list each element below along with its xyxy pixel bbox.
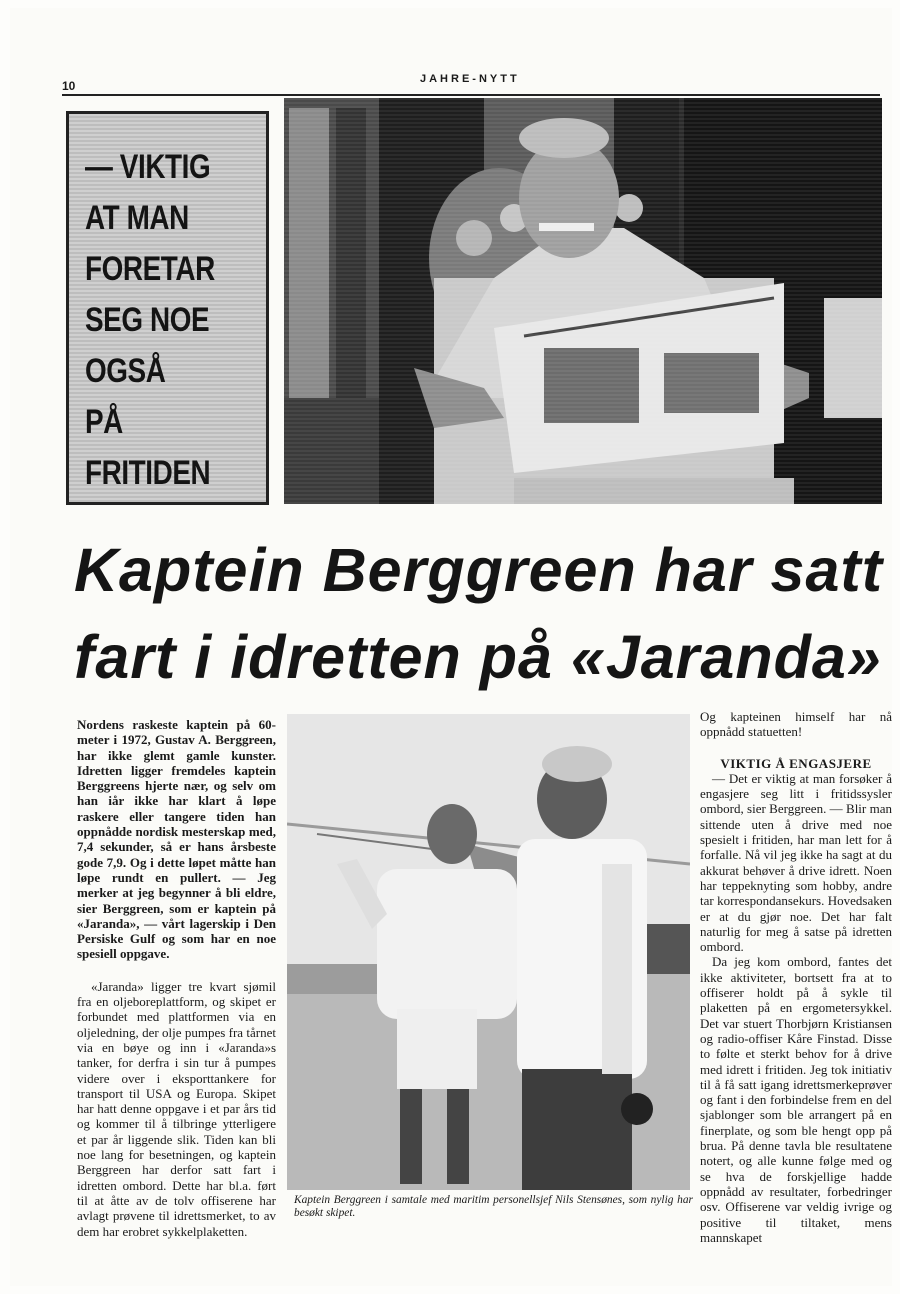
article-paragraph: Da jeg kom ombord, fantes det ikke aktiviteter, bortsett fra at to offiserer holdt på å sykle til plaketten på en ergometersykkel. Det var stuert Thorbjørn Kristiansen og radio-offiser Kåre Finstad. Disse to følte et sterkt behov for å drive med idrett i fritiden. Jeg tok initiativ til å få satt igang idrettsmerkeprøver og fant i den forbindelse frem en del sjablonger som ble arrangert på en finerplate, og som ble hengt opp på brua. På denne tavla ble resultatene notert, og alle kunne følge med og se hva de forskjellige hadde oppnådd av resultater, forbedringer osv. Offiserene var veldig ivrige og positive til tiltaket, mens mannskapet [700, 954, 892, 1245]
headline-line-2: fart i idretten på «Jaranda» [74, 623, 882, 691]
article-subhead: VIKTIG Å ENGASJERE [720, 755, 872, 771]
photo-captain-reading [284, 98, 882, 504]
photo-two-men-on-deck [287, 714, 690, 1190]
article-right-intro: Og kapteinen himself har nå oppnådd statuetten! [700, 709, 892, 740]
header-rule [62, 94, 880, 96]
page-number: 10 [62, 79, 76, 93]
headline-line-1: Kaptein Berggreen har satt [74, 536, 884, 604]
article-lead: Nordens raskeste kaptein på 60-meter i 1972, Gustav A. Berggreen, har ikke glemt gamle kunster. Idretten ligger fremdeles kaptein Berggreens hjerte nær, og selv om han iår ikke har klart å løpe raskere eller tangere tiden han oppnådde nordisk mesterskap med, 7,4 sekunder, så er hans årsbeste gode 7,9. Og i dette løpet måtte han løpe rundt en pullert. — Jeg merker at jeg begynner å bli eldre, sier Berggreen, som er kaptein på «Jaranda», — vårt lagerskip i Den Persiske Gulf og som har en noe spesiell oppgave. [77, 717, 276, 962]
article-column-right [700, 709, 892, 1245]
pull-quote-box [66, 111, 269, 505]
publication-title: JAHRE-NYTT [420, 73, 520, 85]
article-paragraph: «Jaranda» ligger tre kvart sjømil fra en oljeboreplattform, og skipet er forbundet med plattformen via en oljeledning, der olje pumpes fra tårnet via en bøye og inn i «Jaranda»s tanker, for derfra i sin tur å pumpes videre over i eksporttankere for transport til USA og Europa. Skipet har hatt denne oppgave i et par års tid og kommer til å tilbringe ytterligere et par år liggende slik. Tiden kan bli noe lang for besetningen, og kaptein Berggreen har derfor satt fart i idretten ombord. Dette har bl.a. ført til at åtte av de tolv offiserene har avlagt prøvene til idrettsmerket, to av dem har erobret sykkelplaketten. [77, 978, 276, 1239]
photo-caption: Kaptein Berggreen i samtale med maritim personellsjef Nils Stensønes, som nylig har besøkt skipet. [294, 1194, 693, 1219]
article-paragraph: — Det er viktig at man forsøker å engasjere seg litt i fritidssysler ombord, sier Berggreen. — Blir man sittende uten å drive med noe spesielt i fritiden, har man lett for å forfalle. Nå vil jeg ikke ha sagt at du akkurat behøver å drive idrett. Noen har teppeknyting som hobby, andre tar korrespondansekurs. Hovedsaken er at du gjør noe. Det har falt naturlig for meg å satse på idretten ombord. [700, 770, 892, 955]
pull-quote-text: — VIKTIG AT MAN FORETAR SEG NOE OGSÅ PÅ FRITIDEN [85, 148, 215, 492]
article-column-left [77, 717, 276, 1239]
